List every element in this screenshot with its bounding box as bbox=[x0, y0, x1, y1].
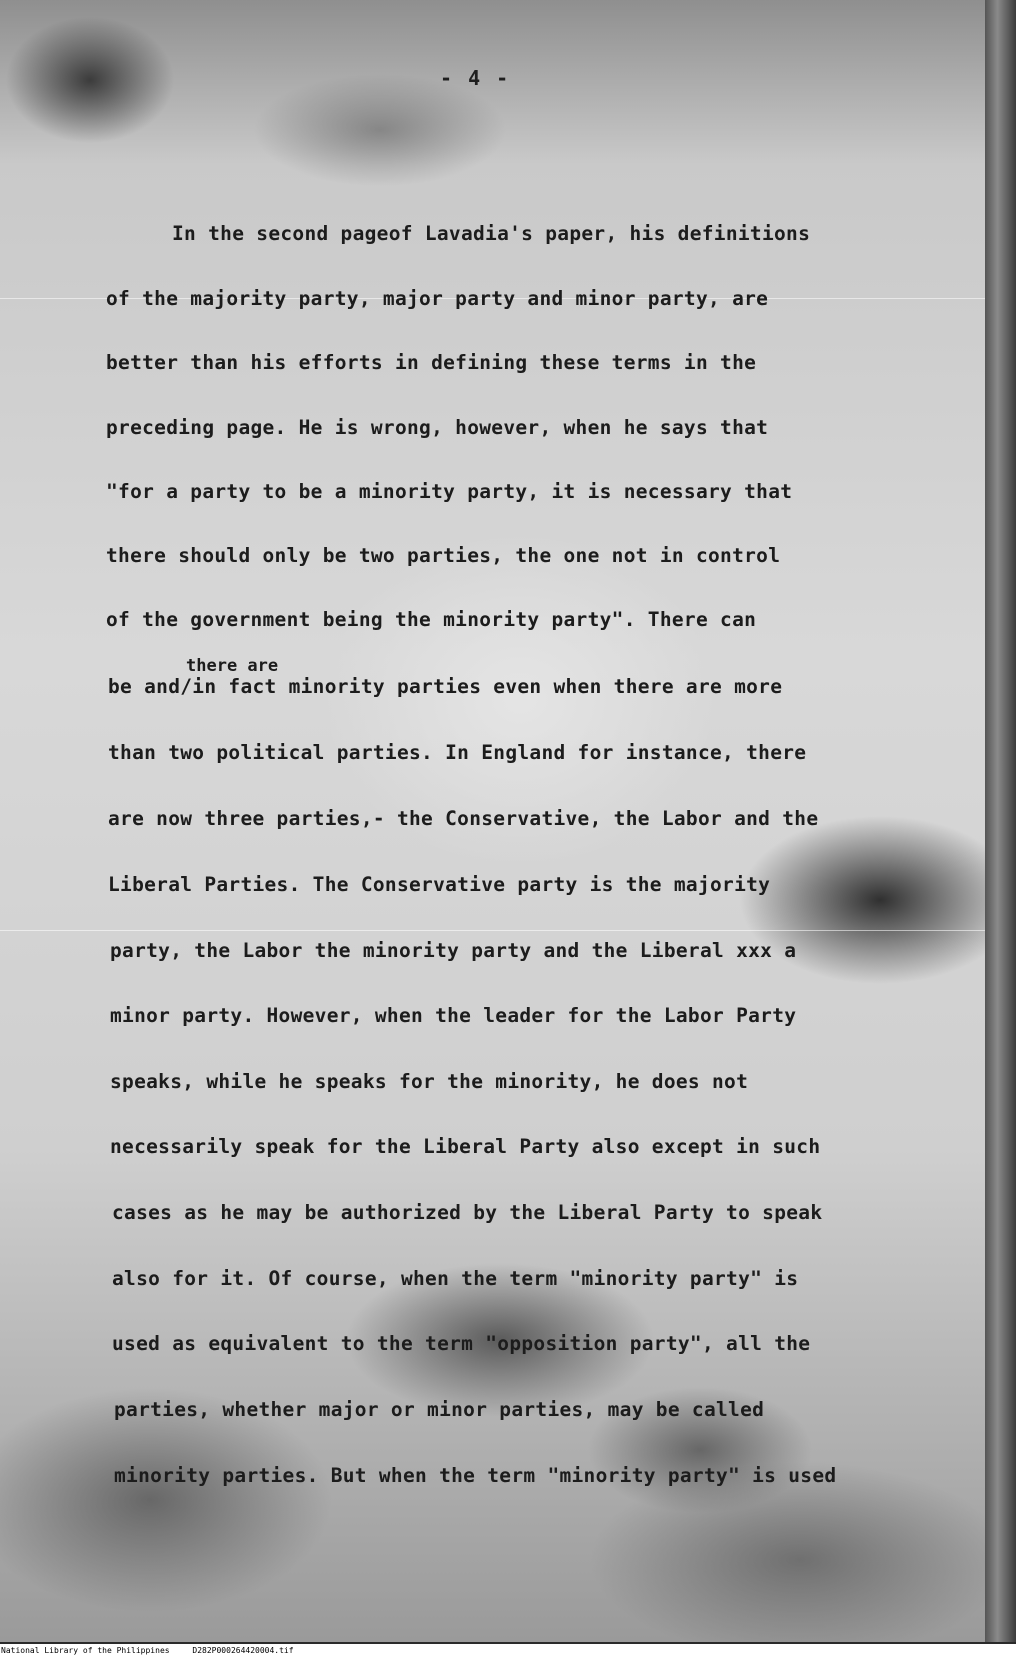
text-line: cases as he may be authorized by the Liberal Party to speak bbox=[112, 1201, 823, 1224]
text-line: preceding page. He is wrong, however, when he says that bbox=[106, 416, 769, 439]
text-line: there should only be two parties, the one not in control bbox=[106, 544, 781, 567]
text-line: minor party. However, when the leader for the Labor Party bbox=[110, 1004, 797, 1027]
text-line: of the government being the minority party". There can bbox=[106, 608, 757, 631]
text-line: party, the Labor the minority party and the Liberal xxx a bbox=[110, 939, 797, 962]
text-line: Liberal Parties. The Conservative party is the majority bbox=[108, 873, 771, 896]
text-line: speaks, while he speaks for the minority, he does not bbox=[110, 1070, 749, 1093]
fold-line bbox=[0, 930, 985, 931]
text-line: are now three parties,- the Conservative, the Labor and the bbox=[108, 807, 819, 830]
text-line: used as equivalent to the term "opposition party", all the bbox=[112, 1332, 811, 1355]
footer-filename: D282P000264420004.tif bbox=[192, 1646, 294, 1655]
text-line: than two political parties. In England for instance, there bbox=[108, 741, 807, 764]
scan-footer bbox=[0, 1644, 1016, 1658]
page-edge-shadow bbox=[985, 0, 1016, 1642]
footer-library: National Library of the Philippines bbox=[1, 1646, 170, 1655]
text-line: of the majority party, major party and minor party, are bbox=[106, 287, 769, 310]
text-line: In the second pageof Lavadia's paper, his definitions bbox=[172, 222, 811, 245]
text-line: parties, whether major or minor parties, may be called bbox=[114, 1398, 765, 1421]
page-number: - 4 - bbox=[440, 66, 511, 90]
text-line: better than his efforts in defining these terms in the bbox=[106, 351, 757, 374]
text-line: also for it. Of course, when the term "minority party" is bbox=[112, 1267, 799, 1290]
text-line: necessarily speak for the Liberal Party also except in such bbox=[110, 1135, 821, 1158]
handwritten-insertion: there are bbox=[186, 656, 279, 676]
text-line: minority parties. But when the term "minority party" is used bbox=[114, 1464, 837, 1487]
text-line: be and/in fact minority parties even when there are more bbox=[108, 675, 783, 698]
text-line: "for a party to be a minority party, it is necessary that bbox=[106, 480, 793, 503]
